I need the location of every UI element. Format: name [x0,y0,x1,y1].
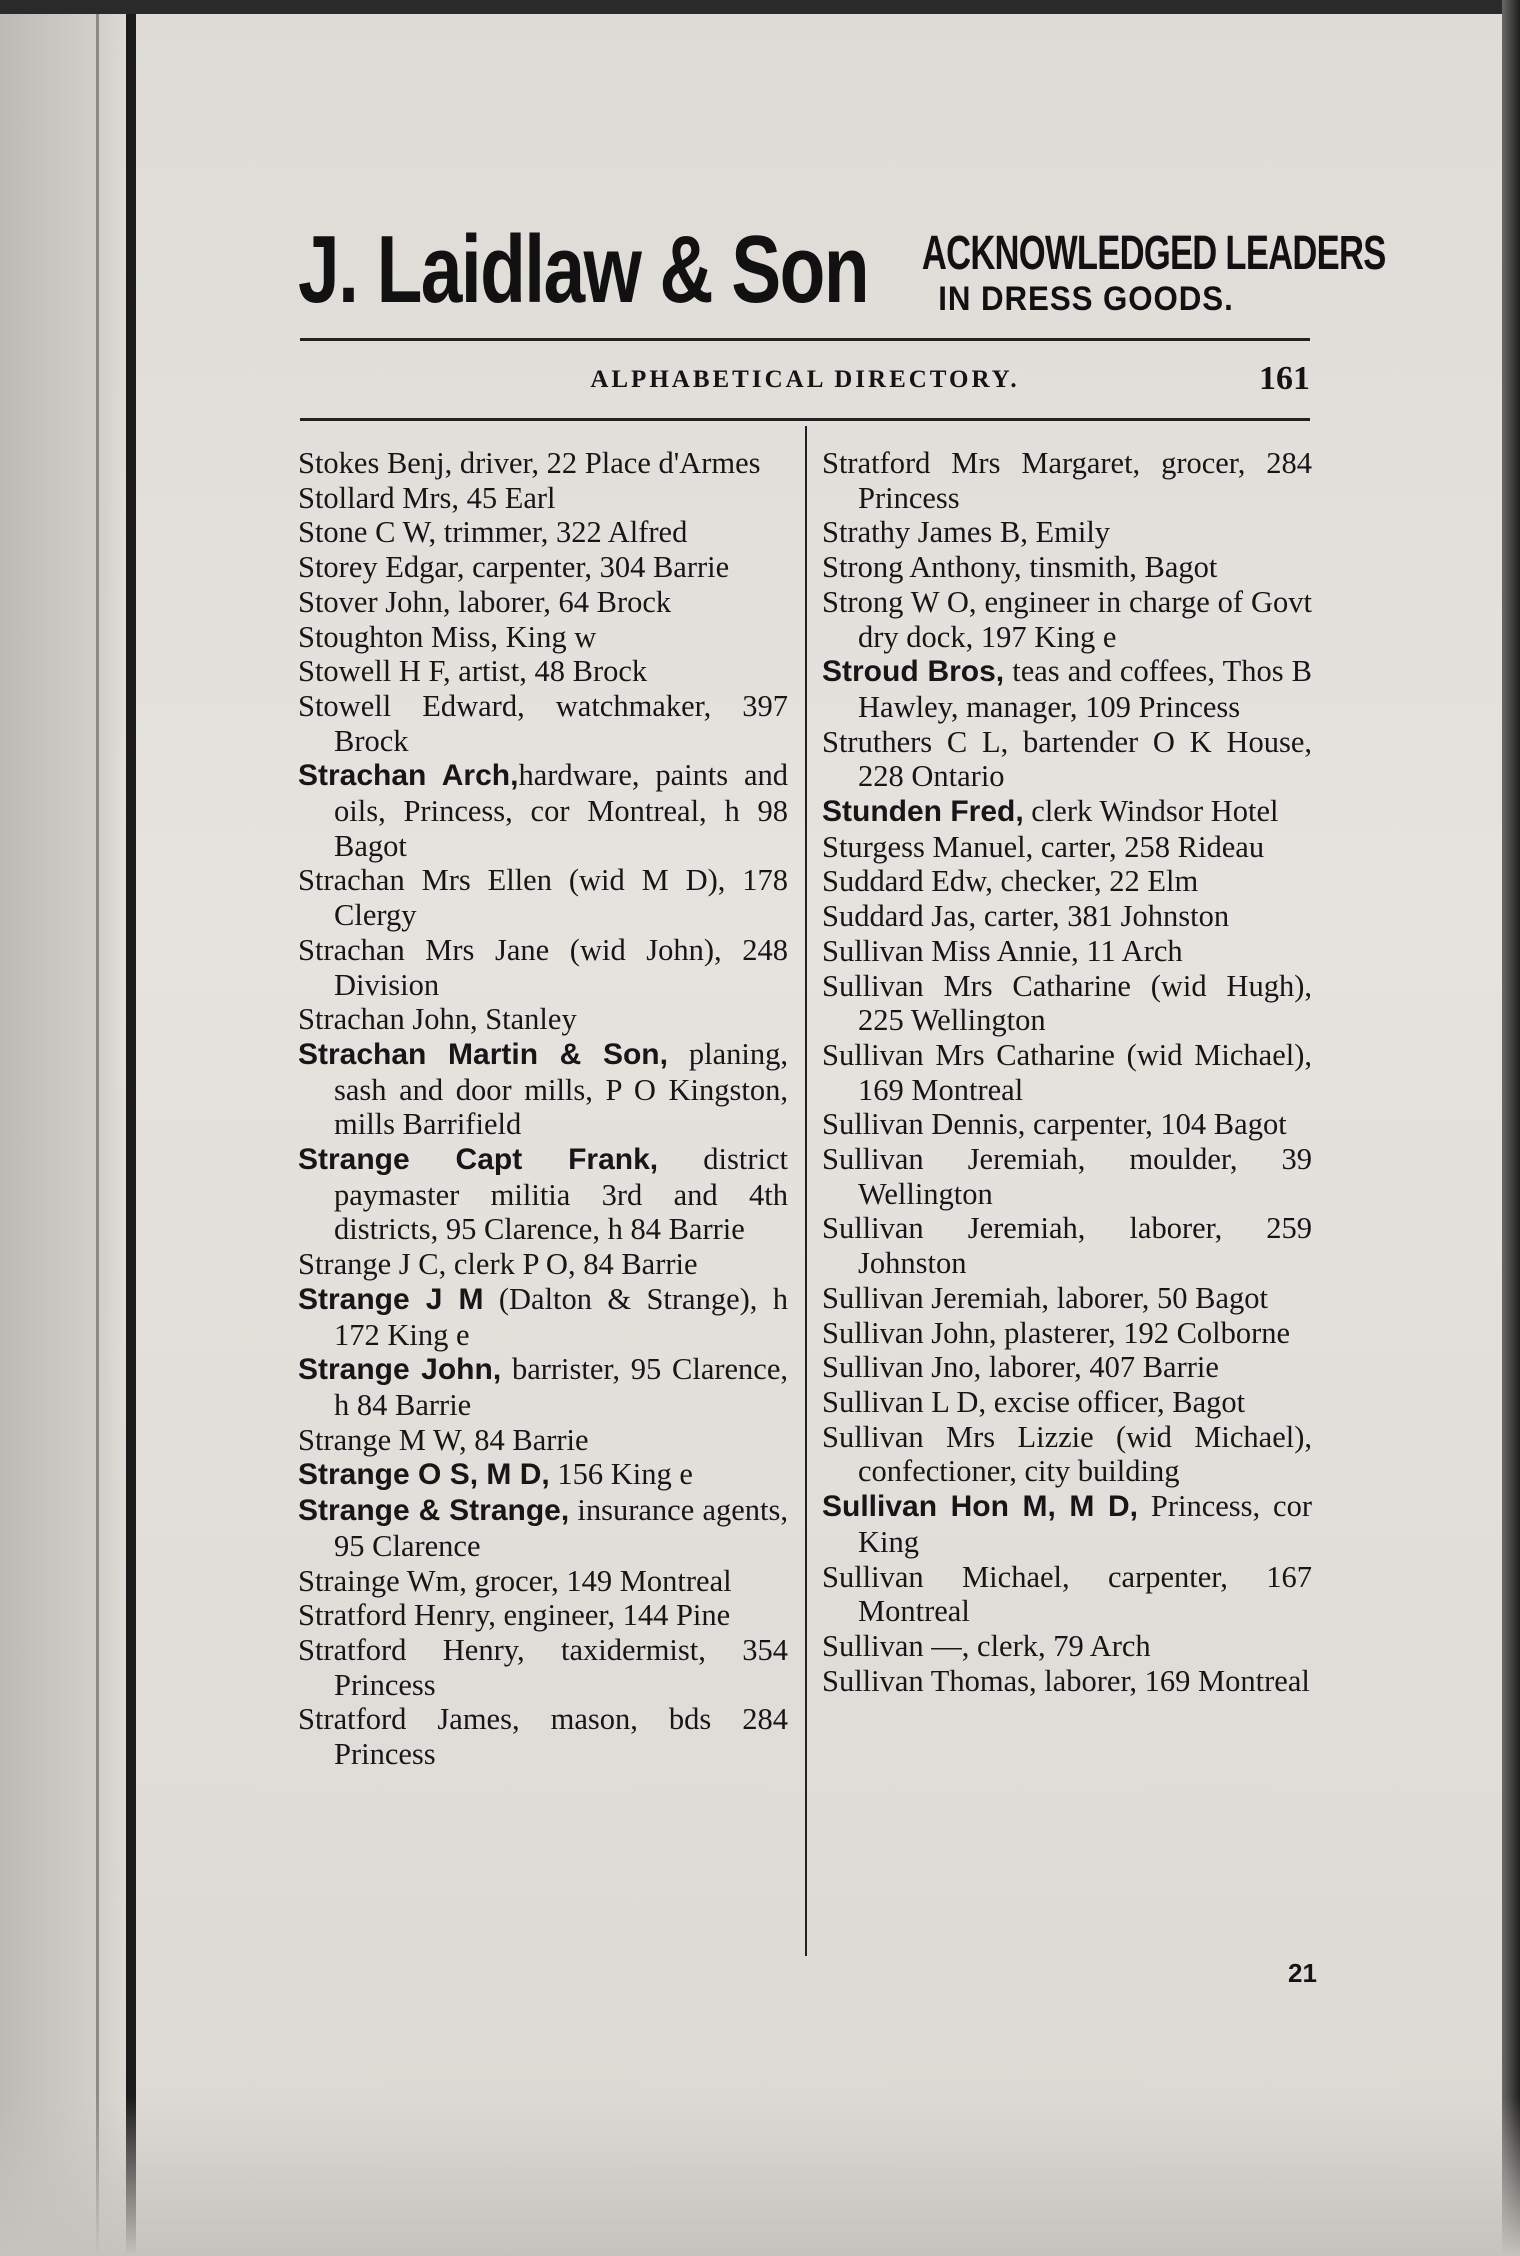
entry-name: Sullivan Mrs Lizzie [822,1419,1094,1454]
directory-entry [822,585,1312,654]
entry-details: carter, 258 Rideau [1033,829,1265,864]
scan-top-border [0,0,1520,14]
running-head [300,360,1310,408]
header-advertisement [298,216,1386,332]
directory-entry [298,1702,788,1771]
entry-name: Sullivan Jeremiah, [822,1280,1050,1315]
entry-details: laborer, 64 Brock [450,584,672,619]
page-left-shade [0,0,130,2256]
directory-entry [298,1352,788,1422]
entry-details: (wid M D), 178 Clergy [334,863,788,933]
scan-right-border [1502,0,1520,2256]
entry-details: teas and coffees, Thos B Hawley, manager, 109 Princess [858,654,1313,724]
entry-details: hardware, paints and oils, Princess, cor Montreal, h 98 Bagot [334,758,788,863]
tagline-line-1: ACKNOWLEDGED LEADERS [921,227,1386,280]
entry-name: Storey Edgar, [298,550,465,585]
directory-entry [298,1423,788,1458]
directory-entry [298,758,788,863]
directory-entry [298,933,788,1002]
entry-details: (wid Michael), confectioner, city building [858,1419,1312,1489]
entry-name: Stratford Henry, [298,1598,496,1633]
entry-details: 11 Arch [1078,933,1183,968]
directory-entry [298,481,788,516]
entry-details: tinsmith, Bagot [1021,550,1218,585]
directory-entry [822,864,1312,899]
entry-name: Stratford James, [298,1702,520,1737]
entry-name: Strong Anthony, [822,550,1022,585]
entry-details: driver, 22 Place d'Armes [452,446,761,480]
entry-name: Sullivan Miss Annie, [822,933,1079,968]
entry-name: Strange & Strange, [298,1494,570,1528]
entry-name: Stowell Edward, [298,688,525,723]
directory-entry [822,830,1312,865]
directory-entry [298,1142,788,1247]
directory-entry [822,794,1312,830]
entry-details: clerk P O, 84 Barrie [446,1247,698,1282]
directory-entry [298,1493,788,1563]
entry-name: Sturgess Manuel, [822,829,1034,864]
signature-mark: 21 [1288,1958,1317,1988]
directory-entry [298,1282,788,1352]
entry-name: Stokes Benj, [298,446,453,480]
directory-entry [298,863,788,932]
entry-details: district paymaster militia 3rd and 4th districts, 95 Clarence, h 84 Barrie [334,1142,788,1247]
entry-name: Sullivan Jeremiah, [822,1211,1086,1246]
entry-details: King w [498,619,597,654]
directory-entry [298,550,788,585]
entry-details: laborer, 259 Johnston [858,1211,1312,1281]
directory-entry [822,515,1312,550]
directory-entry [822,550,1312,585]
directory-entry [822,1281,1312,1316]
entry-name: Sullivan Mrs Catharine [822,1037,1115,1072]
entry-name: Stoughton Miss, [298,619,498,654]
advertisement-tagline [858,227,1386,318]
entry-name: Stowell H F, [298,654,451,689]
directory-entry [298,1037,788,1142]
entry-details: engineer in charge of Govt dry dock, 197 King e [858,584,1312,654]
entry-details: barrister, 95 Clarence, h 84 Barrie [334,1352,788,1422]
entry-details: bartender O K House, 228 Ontario [858,724,1312,794]
entry-details: mason, bds 284 Princess [334,1702,788,1772]
entry-name: Sullivan John, [822,1315,997,1350]
entry-details: laborer, 50 Bagot [1049,1280,1269,1315]
entry-name: Struthers C L, [822,724,1009,759]
directory-entry [822,446,1312,515]
directory-entry [822,899,1312,934]
entry-details: 84 Barrie [466,1422,589,1457]
entry-name: Sullivan L D, [822,1384,987,1419]
entry-name: Sullivan Jeremiah, [822,1142,1086,1177]
entry-name: Strainge Wm, [298,1563,467,1598]
entry-name: Sullivan Jno, [822,1350,982,1385]
entry-details: carpenter, 304 Barrie [464,550,730,585]
directory-entry [822,1142,1312,1211]
entry-name: Sullivan Mrs Catharine [822,968,1131,1003]
entry-name: Strange John, [298,1353,502,1387]
tagline-line-2: IN DRESS GOODS. [938,280,1234,318]
right-column [822,446,1312,1698]
running-title: ALPHABETICAL DIRECTORY. [590,366,1020,393]
entry-details: laborer, 169 Montreal [1036,1663,1310,1698]
entry-details: moulder, 39 Wellington [858,1142,1312,1211]
directory-entry [822,1316,1312,1351]
entry-name: Stollard Mrs, [298,480,459,515]
entry-details: artist, 48 Brock [450,654,648,689]
column-divider [805,426,807,1956]
entry-details: carpenter, 104 Bagot [1025,1107,1287,1142]
advertiser-name: J. Laidlaw & Son [298,216,869,323]
entry-details: 156 King e [549,1457,693,1492]
directory-entry [298,689,788,758]
left-column [298,446,788,1772]
entry-details: carpenter, 167 Montreal [858,1559,1312,1629]
page-number: 161 [1259,360,1310,397]
entry-name: Sullivan —, [822,1628,970,1663]
entry-details: laborer, 407 Barrie [981,1350,1219,1385]
entry-details: grocer, 149 Montreal [466,1563,732,1598]
header-rule-bottom [300,418,1310,421]
entry-name: Strachan John, [298,1002,478,1037]
entry-details: clerk, 79 Arch [969,1628,1151,1663]
entry-name: Stratford Henry, [298,1632,525,1667]
entry-details: watchmaker, 397 Brock [334,688,788,758]
entry-name: Suddard Edw, [822,864,993,899]
directory-entry [298,620,788,655]
directory-entry [822,934,1312,969]
directory-entry [822,1038,1312,1107]
header-rule-top [300,338,1310,341]
entry-name: Sullivan Dennis, [822,1107,1026,1142]
directory-entry [298,1598,788,1633]
directory-entry [298,1633,788,1702]
entry-details: (wid Michael), 169 Montreal [858,1037,1312,1107]
entry-name: Stroud Bros, [822,655,1005,689]
entry-name: Stover John, [298,584,451,619]
entry-details: Princess, cor King [858,1489,1312,1559]
directory-entry [822,654,1312,724]
entry-name: Strathy James B, [822,515,1028,550]
entry-details: (Dalton & Strange), h 172 King e [334,1281,788,1352]
binding-line [126,0,136,2256]
entry-name: Strange O S, M D, [298,1458,550,1492]
entry-name: Strachan Arch, [298,759,519,793]
directory-entry [822,1489,1312,1559]
entry-details: (wid John), 248 Division [334,932,788,1002]
entry-name: Suddard Jas, [822,899,977,934]
entry-name: Stunden Fred, [822,795,1024,829]
directory-entry [822,1107,1312,1142]
entry-name: Sullivan Michael, [822,1559,1070,1594]
entry-name: Sullivan Thomas, [822,1663,1037,1698]
entry-details: taxidermist, 354 Princess [334,1632,788,1702]
directory-entry [822,1560,1312,1629]
directory-entry [822,969,1312,1038]
entry-details: clerk Windsor Hotel [1023,794,1279,829]
directory-entry [298,585,788,620]
directory-entry [298,1457,788,1493]
directory-entry [822,725,1312,794]
entry-name: Sullivan Hon M, M D, [822,1490,1139,1524]
entry-name: Strong W O, [822,584,977,619]
entry-name: Strange J C, [298,1247,447,1282]
entry-details: Stanley [477,1002,577,1037]
entry-name: Strange M W, [298,1422,467,1457]
directory-entry [822,1664,1312,1699]
entry-details: engineer, 144 Pine [495,1598,731,1633]
entry-details: plasterer, 192 Colborne [996,1315,1291,1350]
directory-entry [822,1420,1312,1489]
entry-name: Strachan Mrs Ellen [298,863,552,898]
entry-details: Emily [1027,515,1111,550]
entry-details: grocer, 284 Princess [858,446,1313,515]
directory-entry [298,1564,788,1599]
entry-details: insurance agents, 95 Clarence [334,1493,788,1563]
entry-name: Stratford Mrs Margaret, [822,446,1141,480]
directory-entry [298,446,788,481]
entry-name: Strange Capt Frank, [298,1143,659,1177]
entry-details: trimmer, 322 Alfred [436,515,688,550]
entry-details: checker, 22 Elm [992,864,1199,899]
entry-details: excise officer, Bagot [986,1384,1246,1419]
directory-entry [298,654,788,689]
directory-entry [822,1629,1312,1664]
entry-details: (wid Hugh), 225 Wellington [858,968,1312,1038]
directory-entry [298,1247,788,1282]
entry-name: Stone C W, [298,515,437,550]
entry-name: Strachan Martin & Son, [298,1037,668,1071]
directory-entry [822,1350,1312,1385]
directory-entry [822,1385,1312,1420]
directory-entry [298,1002,788,1037]
page-bottom-shade [0,2096,1520,2256]
entry-details: planing, sash and door mills, P O Kingston, mills Barrifield [334,1036,788,1142]
directory-entry [298,515,788,550]
binding-line-outer [96,0,99,2256]
entry-details: 45 Earl [458,480,556,515]
entry-name: Strange J M [298,1282,484,1316]
entry-details: carter, 381 Johnston [976,899,1230,934]
directory-entry [822,1211,1312,1280]
entry-name: Strachan Mrs Jane [298,932,550,967]
